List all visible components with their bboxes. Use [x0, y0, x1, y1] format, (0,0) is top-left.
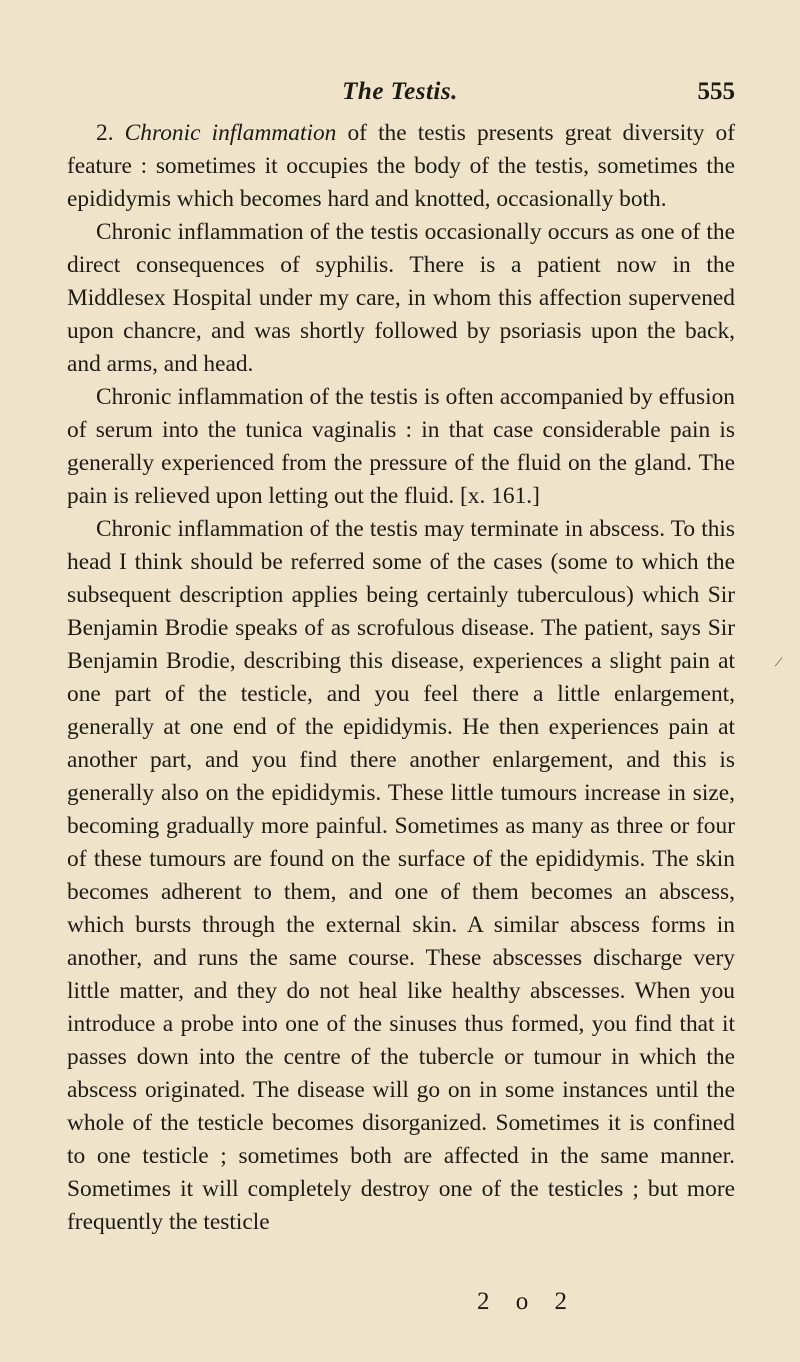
page-header	[0, 78, 800, 110]
paragraph-3	[67, 381, 735, 513]
signature-mark: 2 o 2	[477, 1288, 577, 1315]
page-number: 555	[697, 78, 735, 105]
paragraph-text: Chronic inflammation of the testis is often accompanied by effusion of serum into the tunica vaginalis : in that case considerable pain is generally experienced from the pressure of the fluid on the gland. The pain is relieved upon letting out the fluid. [x. 161.]	[67, 384, 735, 509]
paragraph-text: of the testis presents great diversity of feature : sometimes it occupies the body of the testis, sometimes the epididymis which becomes hard and knotted, occasionally both.	[67, 120, 736, 212]
paragraph-text: Chronic inflammation of the testis may terminate in abscess. To this head I think should be referred some of the cases (some to which the subsequent description applies being certainly tuberculous) which Sir Benjamin Brodie speaks of as scrofulous disease. The patient, says Sir Benjamin Brodie, describing this disease, experiences a slight pain at one part of the testicle, and you feel there a little enlargement, generally at one end of the epididymis. He then experiences pain at another part, and you find there another enlargement, and this is generally also on the epididymis. These little tumours increase in size, becoming gradually more painful. Sometimes as many as three or four of these tumours are found on the surface of the epididymis. The skin becomes adherent to them, and one of them becomes an abscess, which bursts through the external skin. A similar abscess forms in another, and runs the same course. These abscesses discharge very little matter, and they do not heal like healthy abscesses. When you introduce a probe into one of the sinuses thus formed, you find that it passes down into the centre of the tubercle or tumour in which the abscess originated. The disease will go on in some instances until the whole of the testicle becomes disorganized. Sometimes it is confined to one testicle ; sometimes both are affected in the same manner. Sometimes it will completely destroy one of the testicles ; but more frequently the testicle	[67, 516, 735, 1235]
section-number: 2.	[96, 120, 114, 146]
paragraph-2	[67, 216, 735, 381]
section-heading: Chronic inflammation	[124, 120, 337, 146]
running-title: The Testis.	[342, 78, 458, 105]
paragraph-text: Chronic inflammation of the testis occasionally occurs as one of the direct consequences of syphilis. There is a patient now in the Middlesex Hospital under my care, in whom this affection supervened upon chancre, and was shortly followed by psoriasis upon the back, and arms, and head.	[67, 219, 735, 377]
paragraph-4	[67, 513, 735, 1239]
margin-mark: /	[773, 653, 784, 672]
paragraph-1	[67, 117, 735, 216]
body-text	[67, 117, 735, 1239]
